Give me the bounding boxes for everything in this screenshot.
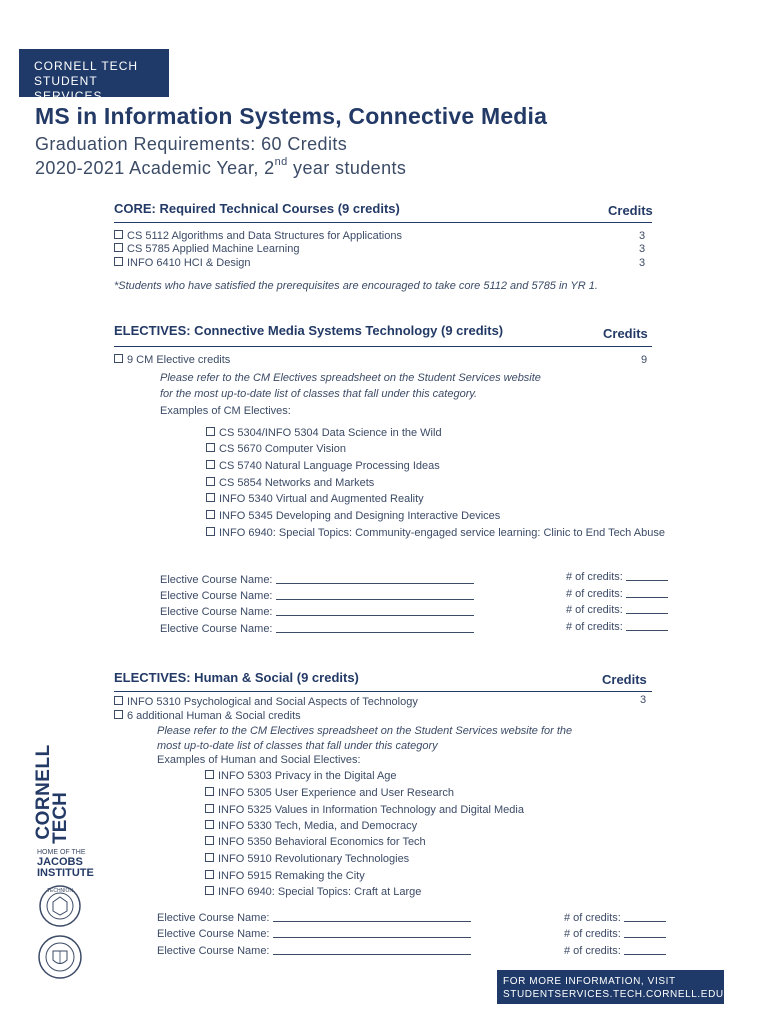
banner-line2: STUDENT SERVICES [34,74,103,103]
footer-line1: FOR MORE INFORMATION, VISIT [503,976,676,987]
cornell-tech-logo [33,738,71,846]
hs-credits-field-2[interactable]: # of credits: [564,928,666,940]
hs-credits-field-1[interactable]: # of credits: [564,912,666,924]
hs-example-2[interactable]: INFO 5305 User Experience and User Research [205,787,454,799]
cm-example-7[interactable]: INFO 6940: Special Topics: Community-engaged service learning: Clinic to End Tech Abuse [206,527,665,539]
hs-divider [114,691,652,692]
hs-credits-heading: Credits [602,672,647,687]
checkbox[interactable] [205,870,214,879]
cm-elective-credits-value: 9 [640,354,648,366]
cm-example-5[interactable]: INFO 5340 Virtual and Augmented Reality [206,493,424,505]
core-credit-2: 3 [638,243,646,255]
hs-example-8[interactable]: INFO 6940: Special Topics: Craft at Large [205,886,421,898]
checkbox[interactable] [114,354,123,363]
cm-elective-name-field-2[interactable]: Elective Course Name: [160,590,474,602]
cm-note-1: Please refer to the CM Electives spreadsheet on the Student Services website [160,372,541,384]
core-credit-3: 3 [638,257,646,269]
hs-note-2: most up-to-date list of classes that fall under this category [157,740,438,752]
core-credits-heading: Credits [608,203,653,218]
cm-example-4[interactable]: CS 5854 Networks and Markets [206,477,374,489]
checkbox[interactable] [205,853,214,862]
checkbox[interactable] [114,257,123,266]
hs-electives-heading: ELECTIVES: Human & Social (9 credits) [114,670,359,685]
cm-note-2: for the most up-to-date list of classes that fall under this category. [160,388,478,400]
checkbox[interactable] [205,886,214,895]
student-services-link[interactable]: STUDENTSERVICES.TECH.CORNELL.EDU [503,989,724,1000]
hs-elective-name-field-3[interactable]: Elective Course Name: [157,945,471,957]
hs-example-6[interactable]: INFO 5910 Revolutionary Technologies [205,853,409,865]
cm-example-3[interactable]: CS 5740 Natural Language Processing Ideas [206,460,440,472]
cm-elective-name-field-1[interactable]: Elective Course Name: [160,574,474,586]
checkbox[interactable] [114,710,123,719]
checkbox[interactable] [205,770,214,779]
checkbox[interactable] [206,460,215,469]
core-course-3[interactable]: INFO 6410 HCI & Design [114,257,251,269]
core-note: *Students who have satisfied the prerequisites are encouraged to take core 5112 and 5785 in YR 1. [114,280,598,292]
more-info-footer[interactable] [497,970,724,1013]
institute-label: INSTITUTE [37,867,94,879]
cornell-wordmark: CORNELL [33,744,54,840]
home-of-label: HOME OF THE [37,849,86,856]
checkbox[interactable] [205,820,214,829]
cm-examples-label: Examples of CM Electives: [160,405,291,417]
cm-credits-heading: Credits [603,326,648,341]
hs-example-3[interactable]: INFO 5325 Values in Information Technology and Digital Media [205,804,524,816]
hs-examples-label: Examples of Human and Social Electives: [157,754,361,766]
hs-note-1: Please refer to the CM Electives spreadsheet on the Student Services website for the [157,725,573,737]
hs-example-4[interactable]: INFO 5330 Tech, Media, and Democracy [205,820,417,832]
cm-example-6[interactable]: INFO 5345 Developing and Designing Interactive Devices [206,510,500,522]
subtitle-requirements: Graduation Requirements: 60 Credits [35,134,348,154]
cornell-seal-icon [37,934,83,980]
checkbox[interactable] [206,527,215,536]
hs-item-1-credits: 3 [639,694,647,706]
checkbox[interactable] [114,230,123,239]
hs-item-2[interactable]: 6 additional Human & Social credits [114,710,301,722]
cm-example-1[interactable]: CS 5304/INFO 5304 Data Science in the Wild [206,427,442,439]
hs-example-1[interactable]: INFO 5303 Privacy in the Digital Age [205,770,397,782]
cm-credits-field-2[interactable]: # of credits: [566,588,668,600]
hs-elective-name-field-1[interactable]: Elective Course Name: [157,912,471,924]
cm-example-2[interactable]: CS 5670 Computer Vision [206,443,346,455]
cm-credits-field-3[interactable]: # of credits: [566,604,668,616]
hs-credits-field-3[interactable]: # of credits: [564,945,666,957]
jacobs-label: JACOBS [37,856,83,868]
checkbox[interactable] [205,804,214,813]
subtitle-year: 2020-2021 Academic Year, 2nd year students [35,156,407,178]
core-course-2[interactable]: CS 5785 Applied Machine Learning [114,243,299,255]
student-services-banner [19,49,169,103]
checkbox[interactable] [206,443,215,452]
footer-line2[interactable] [503,988,724,1014]
core-course-1[interactable]: CS 5112 Algorithms and Data Structures for Applications [114,230,402,242]
checkbox[interactable] [206,477,215,486]
cm-elective-name-field-4[interactable]: Elective Course Name: [160,623,474,635]
cm-credits-field-4[interactable]: # of credits: [566,621,668,633]
hs-example-5[interactable]: INFO 5350 Behavioral Economics for Tech [205,836,426,848]
checkbox[interactable] [114,696,123,705]
checkbox[interactable] [114,243,123,252]
checkbox[interactable] [205,836,214,845]
checkbox[interactable] [206,510,215,519]
checkbox[interactable] [206,493,215,502]
core-credit-1: 3 [638,230,646,242]
jacobs-institute-logo [37,848,94,879]
cm-electives-heading: ELECTIVES: Connective Media Systems Technology (9 credits) [114,323,504,338]
cm-elective-credits-item[interactable]: 9 CM Elective credits [114,354,230,366]
hs-elective-name-field-2[interactable]: Elective Course Name: [157,928,471,940]
hs-item-1[interactable]: INFO 5310 Psychological and Social Aspects of Technology [114,696,418,708]
cm-credits-field-1[interactable]: # of credits: [566,571,668,583]
technion-seal-icon [38,884,82,928]
cm-elective-name-field-3[interactable]: Elective Course Name: [160,606,474,618]
technion-seal-text: TECHNION [46,888,74,894]
core-divider [114,222,652,223]
arrow-right-icon: ⟶ [503,1002,518,1013]
banner-line1: CORNELL TECH [34,59,139,73]
core-heading: CORE: Required Technical Courses (9 credits) [114,201,400,216]
hs-example-7[interactable]: INFO 5915 Remaking the City [205,870,365,882]
cm-divider [114,346,652,347]
checkbox[interactable] [205,787,214,796]
page-title: MS in Information Systems, Connective Media [35,103,548,129]
checkbox[interactable] [206,427,215,436]
tech-wordmark: TECH [50,792,71,844]
